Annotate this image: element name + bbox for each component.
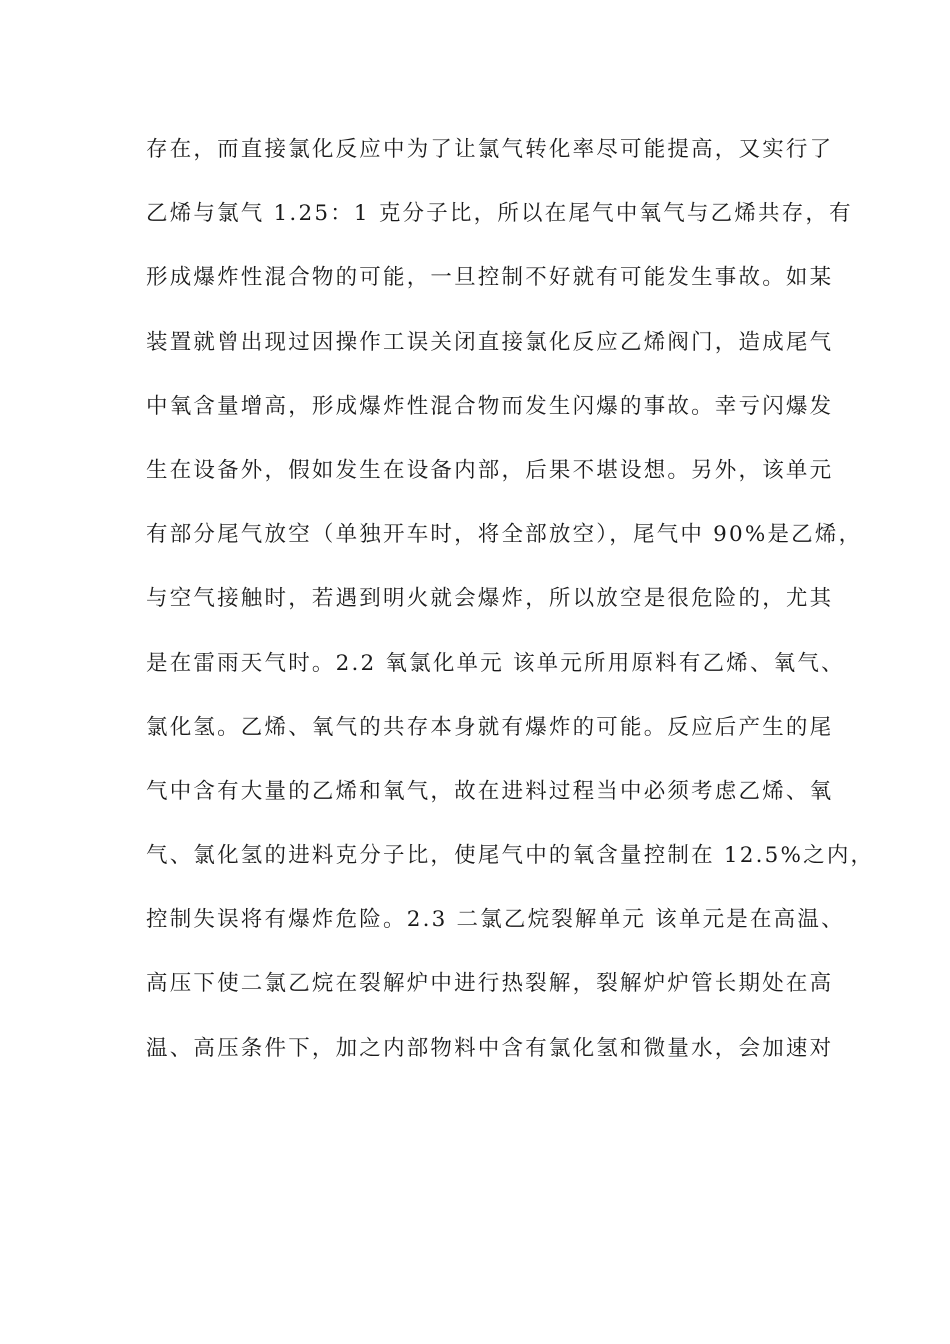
text-line: 装置就曾出现过因操作工误关闭直接氯化反应乙烯阀门，造成尾气 xyxy=(146,329,834,355)
text-line: 控制失误将有爆炸危险。2.3 二氯乙烷裂解单元 该单元是在高温、 xyxy=(146,907,845,933)
text-line: 有部分尾气放空（单独开车时，将全部放空），尾气中 90%是乙烯， xyxy=(146,522,863,548)
text-line: 生在设备外，假如发生在设备内部，后果不堪设想。另外，该单元 xyxy=(146,457,834,483)
text-line: 形成爆炸性混合物的可能，一旦控制不好就有可能发生事故。如某 xyxy=(146,265,834,291)
text-line: 氯化氢。乙烯、氧气的共存本身就有爆炸的可能。反应后产生的尾 xyxy=(146,714,834,740)
text-line: 存在，而直接氯化反应中为了让氯气转化率尽可能提高，又实行了 xyxy=(146,137,834,162)
text-line: 乙烯与氯气 1.25：1 克分子比，所以在尾气中氧气与乙烯共存，有 xyxy=(146,201,853,227)
body-text xyxy=(146,128,875,1091)
text-line: 高压下使二氯乙烷在裂解炉中进行热裂解，裂解炉炉管长期处在高 xyxy=(146,971,834,997)
text-line: 是在雷雨天气时。2.2 氧氯化单元 该单元所用原料有乙烯、氧气、 xyxy=(146,650,845,676)
text-line: 与空气接触时，若遇到明火就会爆炸，所以放空是很危险的，尤其 xyxy=(146,586,834,612)
text-line: 温、高压条件下，加之内部物料中含有氯化氢和微量水，会加速对 xyxy=(146,1035,834,1061)
text-line: 气、氯化氢的进料克分子比，使尾气中的氧含量控制在 12.5%之内， xyxy=(146,843,875,869)
text-line: 气中含有大量的乙烯和氧气，故在进料过程当中必须考虑乙烯、氧 xyxy=(146,778,834,804)
text-line: 中氧含量增高，形成爆炸性混合物而发生闪爆的事故。幸亏闪爆发 xyxy=(146,393,834,419)
